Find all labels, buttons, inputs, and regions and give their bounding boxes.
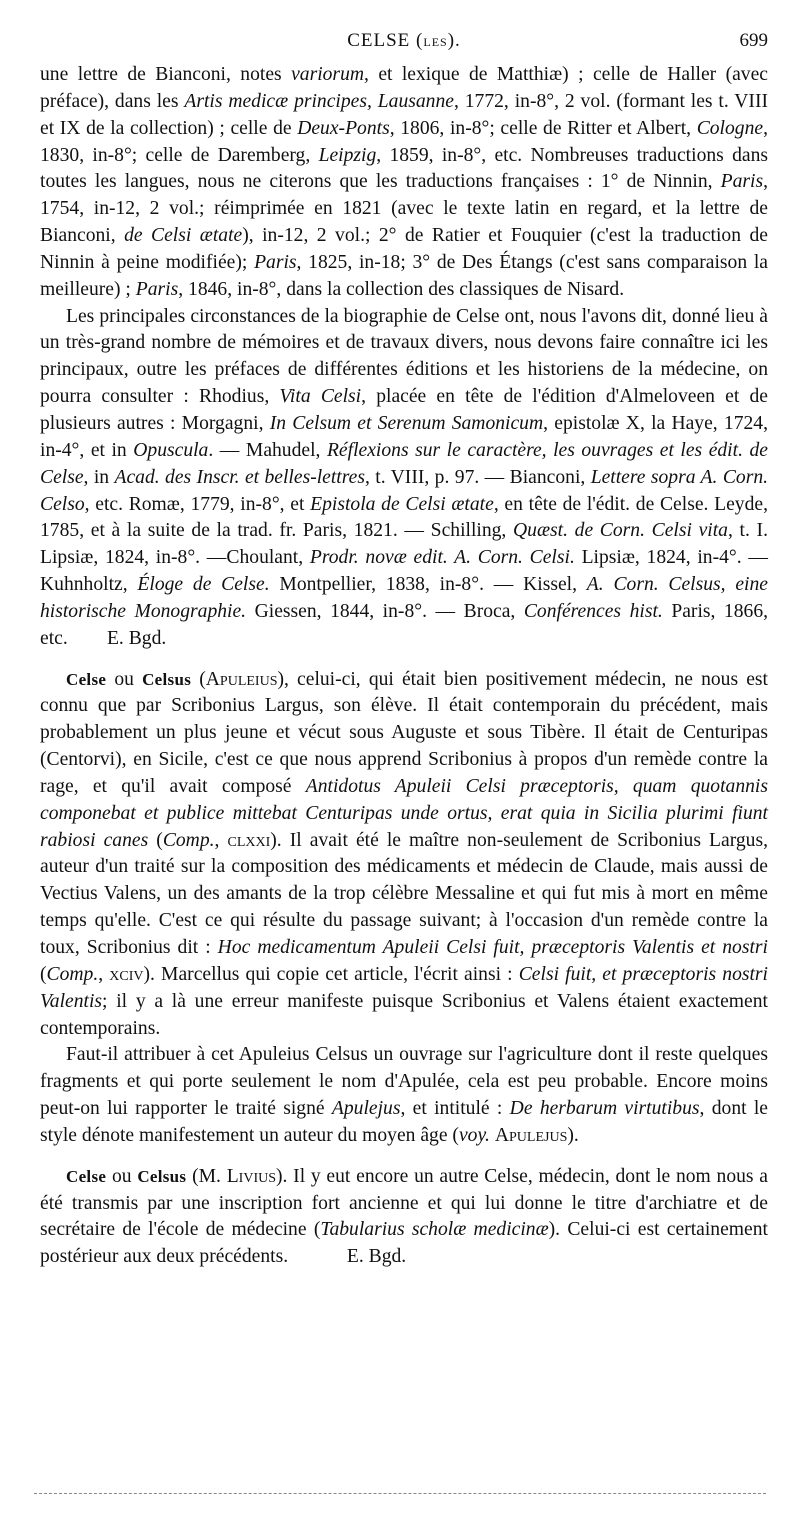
entry-headword-alt: Celsus: [137, 1166, 187, 1186]
page-number: 699: [739, 30, 768, 51]
entry-headword: Celse: [66, 1166, 107, 1186]
entry-headword: Celse: [66, 669, 107, 689]
running-header: [40, 30, 768, 56]
signature: E. Bgd.: [346, 1246, 407, 1268]
entry-celse-livius: Celse ou Celsus (M. Livius). Il y eut encore un autre Celse, médecin, dont le nom nous a été transmis par une inscription fort ancienne et qui lui donne le titre d'archiatre et de secrétaire de l'école de médecine (Tabularius scholæ medicinæ). Celui-ci est certainement postérieur aux deux précédents. E. Bgd.: [40, 1165, 768, 1268]
footer-rule: [34, 1493, 766, 1494]
paragraph-agriculture: Faut-il attribuer à cet Apuleius Celsus un ouvrage sur l'agriculture dont il reste quelques fragments et qui porte seulement le nom d'Apulée, cela est peu probable. Encore moins peut-on lui rapporter le traité signé Apulejus, et intitulé : De herbarum virtutibus, dont le style dénote manifestement un auteur du moyen âge (voy. Apulejus).: [40, 1044, 769, 1146]
entry-celse-apuleius: Celse ou Celsus (Apuleius), celui-ci, qui était bien positivement médecin, ne nous est connu que par Scribonius Largus, son élève. Il était contemporain du précédent, mais probablement un plus jeune et vécut sous Auguste et sous Tibère. Il était de Centuripas (Centorvi), en Sicile, c'est ce que nous apprend Scribonius à propos d'un remède contre la rage, et qu'il avait composé Antidotus Apuleii Celsi præceptoris, quam quotannis componebat et publice mittebat Centuripas unde ortus, erat quia in Sicilia plurimi fiunt rabiosi canes (Comp., clxxi). Il avait été le maître non-seulement de Scribonius Largus, auteur d'un traité sur la composition des médicaments et médecin de Claude, mais aussi de Vectius Valens, un des amants de la trop célèbre Messaline et qui fut mis à mort en même temps qu'elle. C'est ce qui résulte du passage suivant; à l'occasion d'un remède contre la toux, Scribonius dit : Hoc medicamentum Apuleii Celsi fuit, præceptoris Valentis et nostri (Comp., xciv). Marcellus qui copie cet article, l'écrit ainsi : Celsi fuit, et præceptoris nostri Valentis; il y a là une erreur manifeste puisque Scribonius et Valens étaient exactement contemporains.: [40, 668, 768, 1039]
paragraph-editions: une lettre de Bianconi, notes variorum, et lexique de Matthiæ) ; celle de Haller (avec préface), dans les Artis medicæ principes, Lausanne, 1772, in-8°, 2 vol. (formant les t. VIII et IX de la collection) ; celle de Deux-Ponts, 1806, in-8°; celle de Ritter et Albert, Cologne, 1830, in-8°; celle de Daremberg, Leipzig, 1859, in-8°, etc. Nombreuses traductions dans toutes les langues, nous ne citerons que les traductions françaises : 1° de Ninnin, Paris, 1754, in-12, 2 vol.; réimprimée en 1821 (avec le texte latin en regard, et la lettre de Bianconi, de Celsi ætate), in-12, 2 vol.; 2° de Ratier et Fouquier (c'est la traduction de Ninnin à peine modifiée); Paris, 1825, in-18; 3° de Des Étangs (c'est sans comparaison la meilleure) ; Paris, 1846, in-8°, dans la collection des classiques de Nisard.: [40, 64, 768, 300]
signature: E. Bgd.: [106, 627, 167, 649]
page-body: [40, 62, 768, 1271]
running-title: CELSE (les).: [347, 30, 461, 51]
paragraph-bibliography: Les principales circonstances de la biographie de Celse ont, nous l'avons dit, donné lieu à un très-grand nombre de mémoires et de travaux divers, nous devons faire connaître ici les principaux, outre les préfaces de différentes éditions et les historiens de la médecine, on pourra consulter : Rhodius, Vita Celsi, placée en tête de l'édition d'Almeloveen et de plusieurs autres : Morgagni, In Celsum et Serenum Samonicum, epistolæ X, la Haye, 1724, in-4°, et in Opuscula. — Mahudel, Réflexions sur le caractère, les ouvrages et les édit. de Celse, in Acad. des Inscr. et belles-lettres, t. VIII, p. 97. — Bianconi, Lettere sopra A. Corn. Celso, etc. Romæ, 1779, in-8°, et Epistola de Celsi ætate, en tête de l'édit. de Celse. Leyde, 1785, et à la suite de la trad. fr. Paris, 1821. — Schilling, Quæst. de Corn. Celsi vita, t. I. Lipsiæ, 1824, in-8°. —Choulant, Prodr. novæ edit. A. Corn. Celsi. Lipsiæ, 1824, in-4°. — Kuhnholtz, Éloge de Celse. Montpellier, 1838, in-8°. — Kissel, A. Corn. Celsus, eine historische Monographie. Giessen, 1844, in-8°. — Broca, Conférences hist. Paris, 1866, etc. E. Bgd.: [40, 305, 769, 649]
entry-headword-alt: Celsus: [142, 669, 192, 689]
